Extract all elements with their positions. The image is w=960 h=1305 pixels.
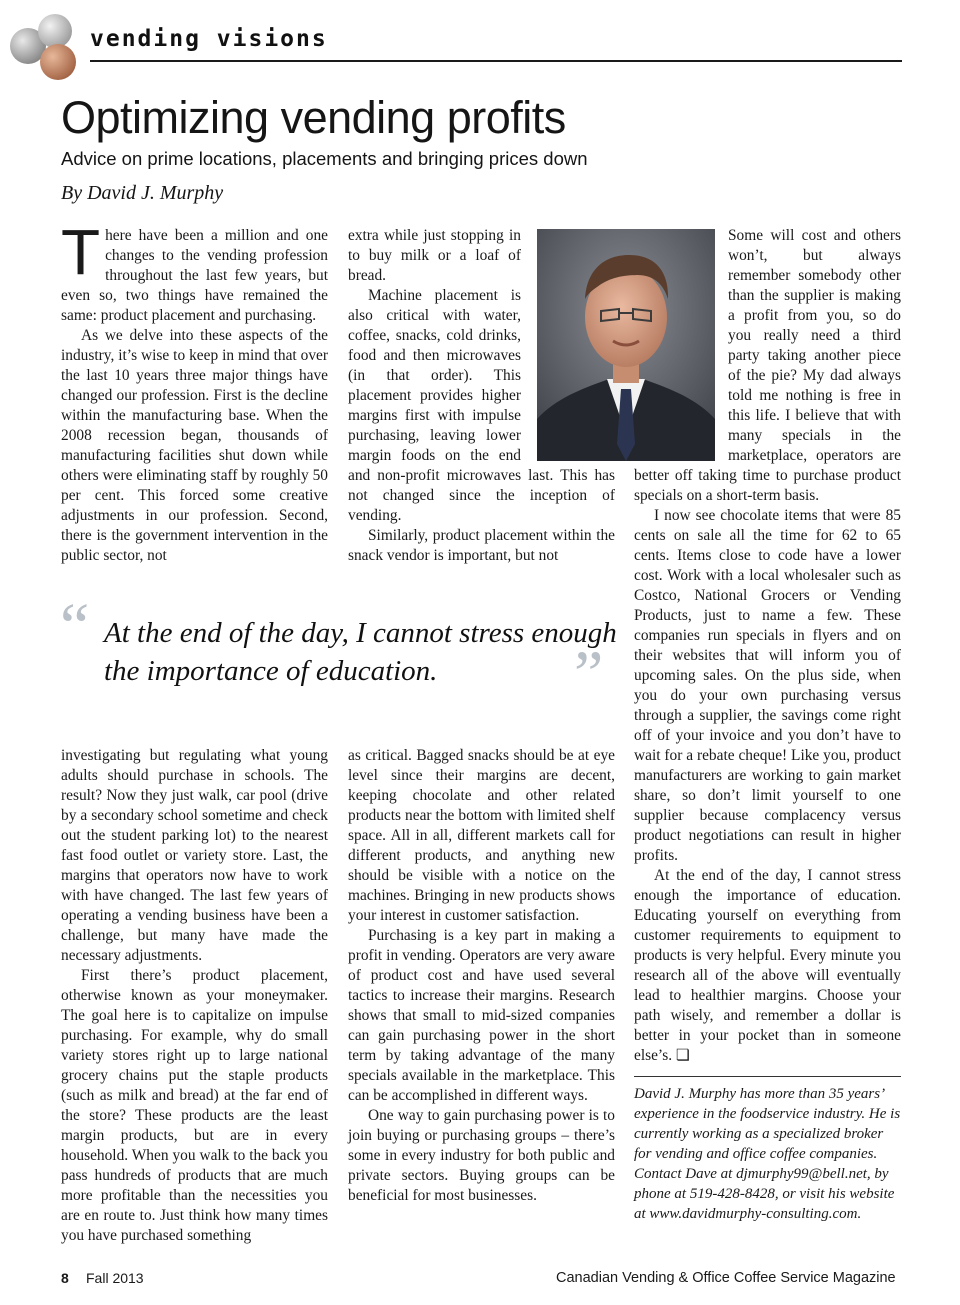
- article-byline: By David J. Murphy: [61, 182, 224, 204]
- column-1-bottom: [61, 746, 328, 1246]
- paragraph: Machine placement is also critical with water, coffee, snacks, cold drinks, food and then microwaves (in that order). This placement provides higher margins first with impulse purchasing, leaving lower margin foods on the end and non-profit microwaves last. This has not changed since the inception of vending.: [348, 287, 615, 524]
- paragraph: Some will cost and others won’t, but always remember somebody other than the supplier is making a profit from you, so do you really need a third party taking another piece of the pie? My dad always told me nothing is free in this life. I believe that with many specials in the marketplace, operators are better off taking time to purchase product specials on a short-term basis.: [634, 227, 901, 504]
- drop-cap: T: [61, 216, 101, 288]
- paragraph: extra while just stopping in to buy milk or a loaf of bread.: [348, 227, 521, 284]
- page-number: 8: [61, 1270, 69, 1286]
- paragraph: First there’s product placement, otherwise known as your moneymaker. The goal here is to capitalize on impulse purchasing. For example, why do small variety stores right up to large national grocery chains put the staple products (such as milk and bread) at the far end of the store? These products are the least margin products, but are in every household. When you walk to the back you pass hundreds of products that are much more profitable than the necessities you are en route to. Just think how many times you have purchased something: [61, 967, 328, 1244]
- column-1-top: [61, 216, 328, 566]
- bio-divider: [634, 1076, 901, 1077]
- article-title: Optimizing vending profits: [61, 92, 566, 143]
- magazine-name: Canadian Vending & Office Coffee Service Magazine: [556, 1270, 896, 1286]
- paragraph: [61, 216, 328, 326]
- pull-quote-text: At the end of the day, I cannot stress enough the importance of education.: [104, 617, 617, 687]
- close-quote-icon: ”: [574, 638, 604, 711]
- paragraph-text: here have been a million and one changes to the vending profession throughout the last few years, but even so, two things have remained the same: product placement and purchasing.: [61, 227, 328, 324]
- open-quote-icon: “: [60, 590, 90, 663]
- pull-quote: [60, 590, 620, 711]
- paragraph: As we delve into these aspects of the industry, it’s wise to keep in mind that over the last 10 years three major things have changed our profession. First is the decline within the manufacturing base. When the 2008 recession began, thousands of manufacturing facilities shut down while others were eliminating staff by roughly 50 per cent. This forced some creative adjustments in our profession. Second, there is the government intervention in the public sector, not: [61, 327, 328, 564]
- issue-label: Fall 2013: [86, 1270, 144, 1286]
- paragraph: investigating but regulating what young adults should purchase in schools. The result? Now they just walk, car pool (drive by a secondary school sometime and check out the student parking lot) to the nearest fast food outlet or variety store. Last, the margins that operators now have to work with have changed. The last few years of operating a vending business have been a challenge, but many have made the necessary adjustments.: [61, 747, 328, 964]
- paragraph-text: At the end of the day, I cannot stress enough the importance of education. Educating yourself on everything from customer requirements to equipment to products is very helpful. Every minute you research all of the above will eventually lead to healthier margins. Choose your path wisely, and remember a dollar is better in your pocket than in someone else’s.: [634, 867, 901, 1064]
- column-3: [634, 226, 901, 1066]
- paragraph: One way to gain purchasing power is to join buying or purchasing groups – there’s some in every industry for both public and private sectors. Buying groups can be beneficial for most businesses.: [348, 1107, 615, 1204]
- paragraph: I now see chocolate items that were 85 cents on sale all the time for 62 to 65 cents. Items close to code have a lower cost. Work with a local wholesaler such as Costco, National Grocers or Vending Products, just to name a few. These companies run specials in flyers and on their websites that will inform you of upcoming sales. On the plus side, when you do your own purchasing versus through a supplier, the savings come right off of your invoice and you don’t have to wait for a rebate cheque! Like you, product manufacturers are working to gain market share, so don’t limit yourself to one supplier because complacency versus product negotiations can result in higher profits.: [634, 507, 901, 864]
- paragraph: Similarly, product placement within the snack vendor is important, but not: [348, 527, 615, 564]
- silver-coin-icon: [38, 14, 72, 48]
- paragraph: [634, 866, 901, 1066]
- copper-coin-icon: [40, 44, 76, 80]
- paragraph: as critical. Bagged snacks should be at eye level since their margins are decent, keeping chocolate and other related products near the bottom with limited shelf space. All in all, different markets call for different products, and anything new should be visible with a notice on the machines. Bringing in new products shows your interest in customer satisfaction.: [348, 747, 615, 924]
- section-label: vending visions: [90, 26, 328, 52]
- photo-wrap-spacer: [634, 226, 728, 460]
- paragraph: Purchasing is a key part in making a profit in vending. Operators are very aware of product cost and have used several tactics to increase their margins. Research shows that small to mid-sized companies can gain purchasing power in the short term by taking advantage of the many specials available in the marketplace. This can be accomplished in different ways.: [348, 927, 615, 1104]
- coins-icon: [8, 14, 80, 76]
- author-bio: David J. Murphy has more than 35 years’ experience in the foodservice industry. He is currently working as a specialized broker for vending and office coffee companies. Contact Dave at djmurphy99@bell.net, by phone at 519-428-8428, or visit his website at www.davidmurphy-consulting.com.: [634, 1086, 901, 1222]
- article-subtitle: Advice on prime locations, placements and bringing prices down: [61, 148, 588, 169]
- column-2-bottom: [348, 746, 615, 1206]
- end-mark-icon: ❏: [675, 1047, 690, 1064]
- header-divider: [90, 60, 902, 62]
